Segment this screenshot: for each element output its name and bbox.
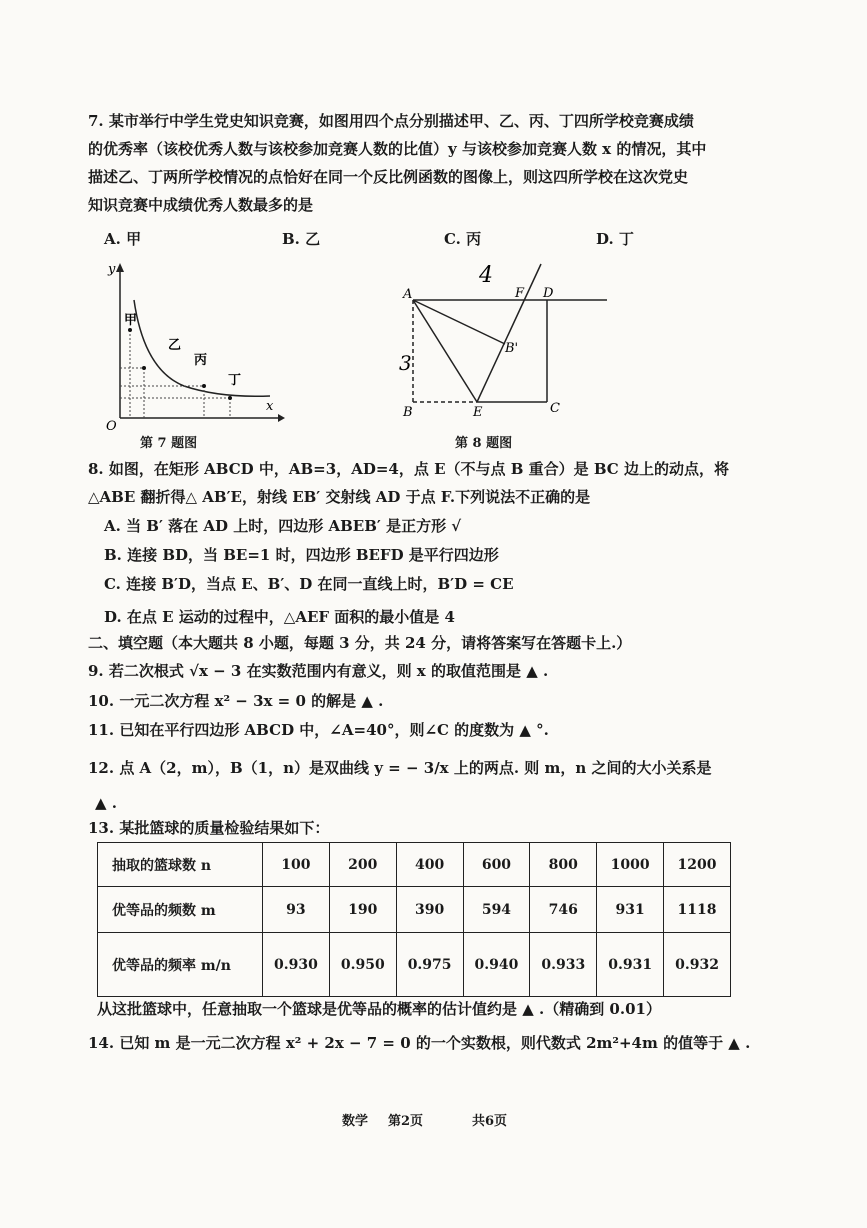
- footer-subject: 数学: [342, 1114, 369, 1129]
- row-header: 抽取的篮球数 n: [98, 843, 263, 887]
- table-cell: 100: [263, 843, 330, 887]
- table-cell: 93: [263, 887, 330, 933]
- q9: 9. 若二次根式 √x − 3 在实数范围内有意义，则 x 的取值范围是 ▲ .: [88, 662, 549, 680]
- q7-line-3: 描述乙、丁两所学校情况的点恰好在同一个反比例函数的图像上，则这四所学校在这次党史: [88, 168, 689, 186]
- table-cell: 931: [597, 887, 664, 933]
- label-b-prime: B': [505, 341, 519, 356]
- handwritten-3: 3: [399, 351, 412, 375]
- table-cell: 1118: [664, 887, 731, 933]
- q8-line-1: 8. 如图，在矩形 ABCD 中，AB=3，AD=4，点 E（不与点 B 重合）是 BC 边上的动点，将: [88, 460, 729, 478]
- q12-line-1: 12. 点 A（2，m），B（1，n）是双曲线 y = − 3/x 上的两点. 则 m，n 之间的大小关系是: [88, 759, 712, 777]
- q11: 11. 已知在平行四边形 ABCD 中，∠A=40°，则∠C 的度数为 ▲ °.: [88, 721, 549, 739]
- q8-option-a: A. 当 B′ 落在 AD 上时，四边形 ABEB′ 是正方形 √: [104, 517, 462, 535]
- table-cell: 1000: [597, 843, 664, 887]
- q10: 10. 一元二次方程 x² − 3x = 0 的解是 ▲ .: [88, 692, 384, 710]
- q8-figure: [395, 260, 615, 425]
- x-axis-label: x: [266, 399, 274, 414]
- table-row: [98, 887, 731, 933]
- q8-caption: 第 8 题图: [455, 436, 513, 451]
- label-d: D: [543, 286, 554, 301]
- q8-line-2: △ABE 翻折得△ AB′E，射线 EB′ 交射线 AD 于点 F.下列说法不正确的是: [88, 488, 591, 506]
- table-cell: 746: [530, 887, 597, 933]
- y-axis-arrow: [116, 263, 124, 272]
- table-cell: 0.930: [263, 933, 330, 997]
- label-f: F: [515, 286, 525, 301]
- point-bing-label: 丙: [194, 353, 208, 368]
- q7-option-a: A. 甲: [104, 230, 142, 248]
- q7-line-2: 的优秀率（该校优秀人数与该校参加竞赛人数的比值）y 与该校参加竞赛人数 x 的情况，其中: [88, 140, 707, 158]
- q7-line-4: 知识竞赛中成绩优秀人数最多的是: [88, 196, 314, 214]
- label-a: A: [403, 287, 413, 302]
- q13-intro: 13. 某批篮球的质量检验结果如下：: [88, 819, 330, 837]
- x-axis-arrow: [278, 414, 285, 422]
- table-cell: 600: [463, 843, 530, 887]
- point-yi-label: 乙: [168, 338, 182, 353]
- table-cell: 190: [329, 887, 396, 933]
- inverse-curve: [134, 300, 270, 396]
- table-cell: 200: [329, 843, 396, 887]
- q7-caption: 第 7 题图: [140, 436, 198, 451]
- q8-option-d: D. 在点 E 运动的过程中，△AEF 面积的最小值是 4: [104, 608, 455, 626]
- table-row: [98, 933, 731, 997]
- table-cell: 1200: [664, 843, 731, 887]
- y-axis-label: y: [108, 262, 116, 277]
- q7-option-d: D. 丁: [596, 230, 634, 248]
- table-cell: 0.940: [463, 933, 530, 997]
- point-ding-label: 丁: [228, 373, 242, 388]
- q7-figure: [100, 258, 285, 433]
- q7-option-b: B. 乙: [282, 230, 321, 248]
- label-c: C: [550, 401, 560, 416]
- footer-page: 第2页: [388, 1114, 424, 1129]
- table-cell: 400: [396, 843, 463, 887]
- point-jia-label: 甲: [124, 313, 138, 328]
- handwritten-4: 4: [479, 263, 493, 288]
- row-header: 优等品的频数 m: [98, 887, 263, 933]
- section-2-heading: 二、填空题（本大题共 8 小题，每题 3 分，共 24 分，请将答案写在答题卡上.）: [88, 634, 632, 652]
- table-cell: 0.931: [597, 933, 664, 997]
- row-header: 优等品的频率 m/n: [98, 933, 263, 997]
- q7-option-c: C. 丙: [444, 230, 482, 248]
- footer-total: 共6页: [472, 1114, 508, 1129]
- label-b: B: [403, 405, 413, 420]
- label-e: E: [473, 405, 483, 420]
- q8-option-b: B. 连接 BD，当 BE=1 时，四边形 BEFD 是平行四边形: [104, 546, 499, 564]
- q14: 14. 已知 m 是一元二次方程 x² + 2x − 7 = 0 的一个实数根，则代数式 2m²+4m 的值等于 ▲ .: [88, 1034, 751, 1052]
- q8-option-c: C. 连接 B′D，当点 E、B′、D 在同一直线上时，B′D = CE: [104, 575, 514, 593]
- table-cell: 0.950: [329, 933, 396, 997]
- table-cell: 0.932: [664, 933, 731, 997]
- table-cell: 0.933: [530, 933, 597, 997]
- table-cell: 594: [463, 887, 530, 933]
- table-cell: 800: [530, 843, 597, 887]
- q13-table: [97, 842, 731, 997]
- q13-after: 从这批篮球中，任意抽取一个篮球是优等品的概率的估计值约是 ▲ .（精确到 0.01）: [97, 1000, 661, 1018]
- q7-line-1: 7. 某市举行中学生党史知识竞赛，如图用四个点分别描述甲、乙、丙、丁四所学校竞赛成绩: [88, 112, 694, 130]
- table-cell: 0.975: [396, 933, 463, 997]
- table-row: [98, 843, 731, 887]
- q12-line-2: ▲ .: [95, 794, 117, 812]
- table-cell: 390: [396, 887, 463, 933]
- origin-label: O: [106, 419, 117, 433]
